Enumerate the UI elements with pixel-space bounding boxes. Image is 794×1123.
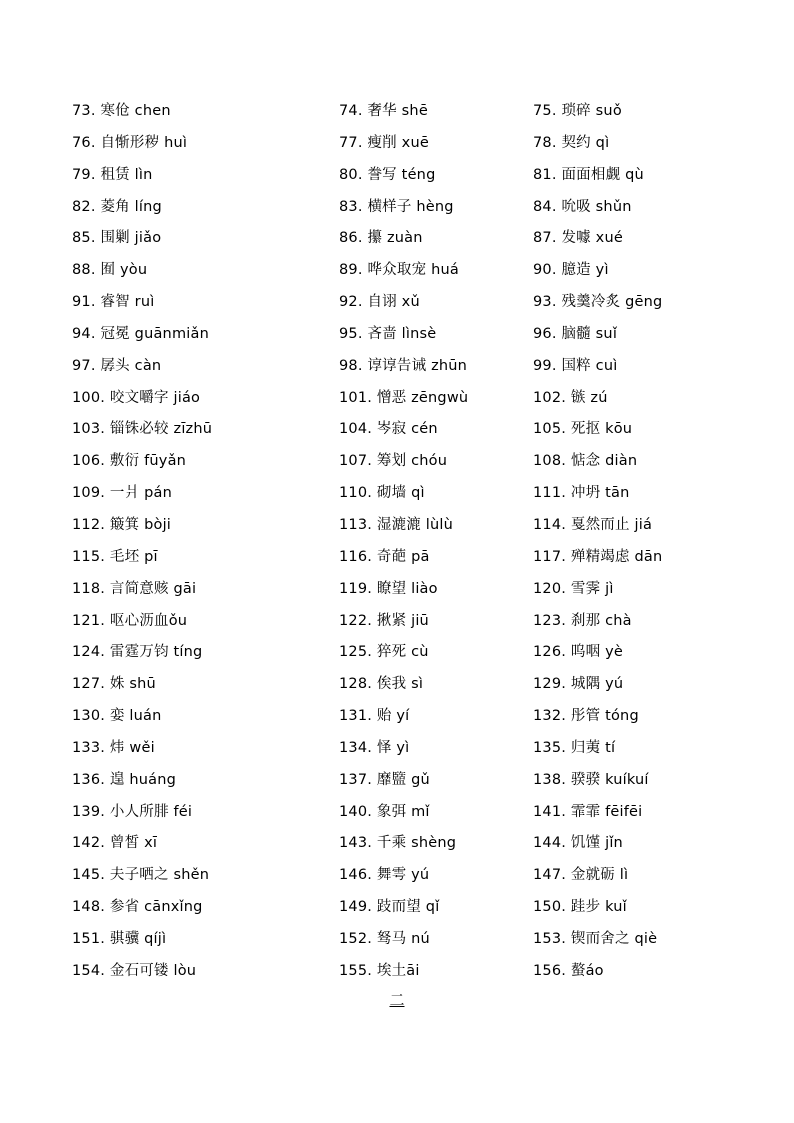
vocab-row: [72, 606, 772, 638]
vocab-entry: 113. 湿漉漉 lùlù: [339, 516, 454, 533]
vocab-entry: 137. 靡盬 gǔ: [339, 771, 430, 788]
vocab-row: [72, 510, 772, 542]
vocab-row: [72, 924, 772, 956]
vocab-entry: 93. 残羹冷炙 gēng: [533, 294, 663, 311]
vocab-entry: 109. 一爿 pán: [72, 485, 172, 502]
vocab-entry: 154. 金石可镂 lòu: [72, 962, 197, 979]
vocab-entry: 108. 惦念 diàn: [533, 453, 638, 470]
vocab-row: [72, 351, 772, 383]
vocab-entry: 117. 殚精竭虑 dān: [533, 548, 663, 565]
vocab-entry: 86. 攥 zuàn: [339, 230, 423, 247]
vocab-entry: 75. 琐碎 suǒ: [533, 103, 622, 119]
vocab-entry: 131. 贻 yí: [339, 708, 410, 725]
vocab-entry: 139. 小人所腓 féi: [72, 803, 193, 820]
vocab-entry: 126. 呜咽 yè: [533, 644, 624, 661]
vocab-row: [72, 160, 772, 192]
vocab-row: [72, 574, 772, 606]
vocab-entry: 135. 归荑 tí: [533, 739, 616, 756]
vocab-entry: 155. 埃土āi: [339, 962, 420, 979]
vocab-entry: 84. 吮吸 shǔn: [533, 198, 632, 215]
vocab-entry: 140. 象弭 mǐ: [339, 803, 430, 820]
vocab-entry: 82. 菱角 líng: [72, 198, 162, 215]
vocab-row: [72, 319, 772, 351]
vocab-entry: 153. 锲而舍之 qiè: [533, 930, 658, 947]
vocab-entry: 150. 跬步 kuǐ: [533, 899, 627, 916]
vocab-entry: 74. 奢华 shē: [339, 103, 428, 119]
vocab-row: [72, 669, 772, 701]
vocab-row: [72, 701, 772, 733]
vocab-entry: 152. 驽马 nú: [339, 930, 430, 947]
vocab-entry: 80. 誊写 téng: [339, 166, 436, 183]
vocab-entry: 119. 瞭望 liào: [339, 580, 438, 597]
vocab-row: [72, 478, 772, 510]
vocab-row: [72, 383, 772, 415]
vocab-entry: 89. 哗众取宠 huá: [339, 262, 459, 279]
vocab-entry: 87. 发噱 xué: [533, 230, 623, 247]
vocab-row: [72, 765, 772, 797]
vocab-entry: 121. 呕心沥血ǒu: [72, 612, 188, 629]
vocab-entry: 134. 怿 yì: [339, 739, 410, 756]
vocab-row: [72, 828, 772, 860]
vocab-entry: 122. 揪紧 jiū: [339, 612, 429, 629]
vocab-entry: 156. 螯áo: [533, 962, 604, 979]
vocab-entry: 77. 瘦削 xuē: [339, 134, 429, 151]
vocab-entry: 115. 毛坯 pī: [72, 548, 158, 565]
vocab-entry: 78. 契约 qì: [533, 134, 610, 151]
vocab-entry: 151. 骐骥 qíjì: [72, 930, 167, 947]
vocab-entry: 120. 雪霁 jì: [533, 580, 614, 597]
vocab-entry: 102. 镞 zú: [533, 389, 608, 406]
vocab-entry: 92. 自诩 xǔ: [339, 294, 420, 311]
vocab-entry: 142. 曾皙 xī: [72, 835, 158, 852]
vocab-entry: 105. 死抠 kōu: [533, 421, 633, 438]
vocab-entry: 79. 租赁 lìn: [72, 166, 153, 183]
vocab-entry: 145. 夫子哂之 shěn: [72, 867, 210, 884]
vocabulary-list: [72, 96, 772, 988]
vocab-row: [72, 860, 772, 892]
vocab-row: [72, 637, 772, 669]
vocab-entry: 95. 吝啬 lìnsè: [339, 325, 437, 342]
vocab-entry: 111. 冲坍 tān: [533, 485, 630, 502]
vocab-entry: 141. 霏霏 fēifēi: [533, 803, 643, 820]
vocab-entry: 133. 炜 wěi: [72, 739, 155, 756]
vocab-entry: 124. 雷霆万钧 tíng: [72, 644, 203, 661]
vocab-row: [72, 128, 772, 160]
vocab-entry: 90. 臆造 yì: [533, 262, 609, 279]
vocab-row: [72, 892, 772, 924]
vocab-row: [72, 287, 772, 319]
vocab-entry: 106. 敷衍 fūyǎn: [72, 453, 187, 470]
vocab-entry: 104. 岑寂 cén: [339, 421, 438, 438]
vocab-row: [72, 797, 772, 829]
vocab-entry: 98. 谆谆告诫 zhūn: [339, 357, 468, 374]
vocab-entry: 94. 冠冕 guānmiǎn: [72, 325, 209, 342]
vocab-entry: 112. 簸箕 bòji: [72, 516, 172, 533]
vocab-entry: 96. 脑髓 suǐ: [533, 325, 618, 342]
vocab-entry: 99. 国粹 cuì: [533, 357, 618, 374]
vocab-row: [72, 733, 772, 765]
vocab-row: [72, 542, 772, 574]
vocab-entry: 83. 横样子 hèng: [339, 198, 454, 215]
vocab-row: [72, 956, 772, 988]
vocab-row: [72, 223, 772, 255]
vocab-entry: 73. 寒伧 chen: [72, 103, 171, 119]
vocab-entry: 110. 砌墙 qì: [339, 485, 425, 502]
vocab-entry: 146. 舞雩 yú: [339, 867, 430, 884]
vocab-entry: 123. 刹那 chà: [533, 612, 632, 629]
vocab-entry: 132. 彤管 tóng: [533, 708, 639, 725]
vocab-entry: 88. 囿 yòu: [72, 262, 148, 279]
vocab-entry: 103. 锱铢必较 zīzhū: [72, 421, 213, 438]
vocab-entry: 143. 千乘 shèng: [339, 835, 457, 852]
page-number-text: 二: [389, 991, 405, 1009]
vocab-entry: 129. 城隅 yú: [533, 676, 624, 693]
vocab-entry: 118. 言简意赅 gāi: [72, 580, 197, 597]
vocab-entry: 149. 跂而望 qǐ: [339, 899, 440, 916]
vocab-entry: 148. 参省 cānxǐng: [72, 899, 203, 916]
page-number: [0, 988, 794, 1012]
vocab-entry: 128. 俟我 sì: [339, 676, 424, 693]
vocab-entry: 144. 饥馑 jǐn: [533, 835, 623, 852]
vocab-entry: 76. 自惭形秽 huì: [72, 134, 188, 151]
vocab-entry: 100. 咬文嚼字 jiáo: [72, 389, 201, 406]
vocab-entry: 85. 围剿 jiǎo: [72, 230, 162, 247]
vocab-row: [72, 96, 772, 128]
vocab-entry: 130. 娈 luán: [72, 708, 162, 725]
vocab-entry: 138. 骙骙 kuíkuí: [533, 771, 649, 788]
vocab-entry: 101. 憎恶 zēngwù: [339, 389, 469, 406]
vocab-entry: 81. 面面相觑 qù: [533, 166, 644, 183]
vocab-row: [72, 255, 772, 287]
vocab-row: [72, 192, 772, 224]
vocab-entry: 147. 金就砺 lì: [533, 867, 629, 884]
vocab-entry: 136. 遑 huáng: [72, 771, 177, 788]
vocab-row: [72, 446, 772, 478]
vocab-entry: 107. 筹划 chóu: [339, 453, 448, 470]
vocab-entry: 125. 猝死 cù: [339, 644, 429, 661]
vocab-entry: 127. 姝 shū: [72, 676, 156, 693]
vocab-entry: 114. 戛然而止 jiá: [533, 516, 653, 533]
vocab-entry: 91. 睿智 ruì: [72, 294, 155, 311]
vocab-row: [72, 414, 772, 446]
vocab-entry: 116. 奇葩 pā: [339, 548, 430, 565]
vocab-entry: 97. 孱头 càn: [72, 357, 162, 374]
